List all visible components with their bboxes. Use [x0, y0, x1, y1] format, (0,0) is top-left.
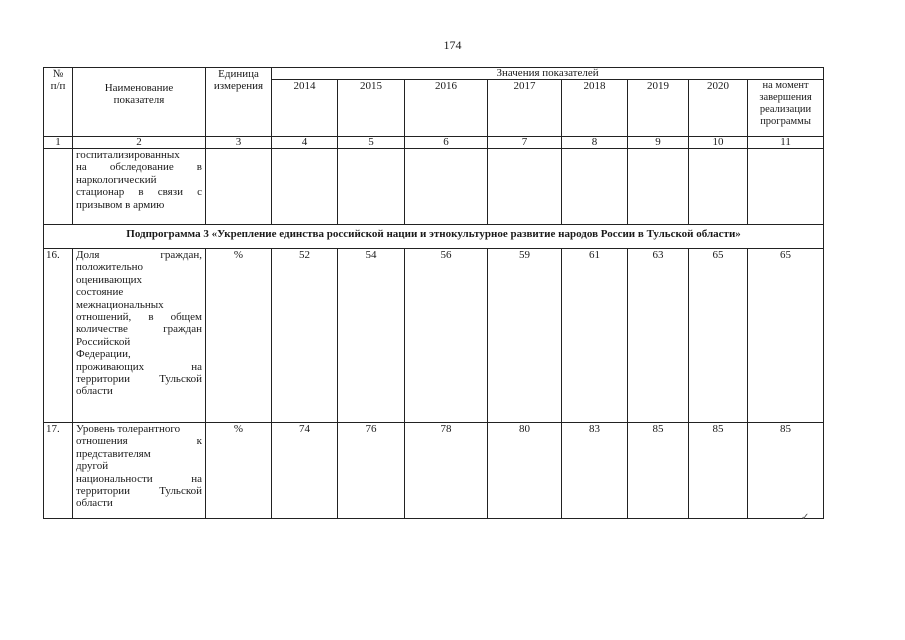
- header-year: 2016: [405, 80, 488, 137]
- section-row: [44, 225, 824, 249]
- value-cell: [338, 149, 405, 225]
- section-title: Подпрограмма 3 «Укрепление единства российской нации и этнокультурное развитие народов России в Тульской области»: [44, 225, 824, 249]
- value-cell: 65: [689, 249, 748, 423]
- name-line: Доля граждан,: [76, 249, 202, 261]
- value-cell: 56: [405, 249, 488, 423]
- header-num: № п/п: [44, 68, 73, 137]
- name-line: отношения к: [76, 435, 202, 448]
- name-line: территории Тульской: [76, 485, 202, 498]
- header-name: Наименование показателя: [73, 68, 206, 137]
- header-year: 2020: [689, 80, 748, 137]
- value-cell: [689, 149, 748, 225]
- name-line: наркологический: [76, 173, 157, 186]
- column-number: 1: [44, 137, 73, 149]
- name-line: другой: [76, 460, 109, 473]
- scan-mark: ✓: [801, 512, 810, 523]
- name-line: стационар в связи с: [76, 186, 202, 199]
- value-cell: [272, 149, 338, 225]
- row-name-cell: [73, 423, 206, 519]
- row-unit-cell: %: [206, 423, 272, 519]
- value-cell: [628, 149, 689, 225]
- row-num-cell: [44, 149, 73, 225]
- name-line: области: [76, 385, 113, 398]
- row-num-cell: 16.: [44, 249, 73, 423]
- header-year: 2015: [338, 80, 405, 137]
- column-number: 8: [562, 137, 628, 149]
- column-number: 10: [689, 137, 748, 149]
- column-number: 11: [748, 137, 824, 149]
- column-number: 2: [73, 137, 206, 149]
- value-cell: 63: [628, 249, 689, 423]
- row-unit-cell: %: [206, 249, 272, 423]
- column-number: 6: [405, 137, 488, 149]
- name-line: межнациональных: [76, 298, 164, 311]
- column-number: 3: [206, 137, 272, 149]
- value-cell: 78: [405, 423, 488, 519]
- header-year: 2017: [488, 80, 562, 137]
- name-line: положительно: [76, 261, 144, 274]
- name-line: представителям: [76, 447, 151, 460]
- name-line: Уровень толерантного: [76, 423, 181, 435]
- value-cell: 85: [628, 423, 689, 519]
- value-cell: [488, 149, 562, 225]
- name-line: проживающих на: [76, 360, 202, 373]
- value-cell: 83: [562, 423, 628, 519]
- page-number: 174: [443, 38, 462, 52]
- row-num-cell: 17.: [44, 423, 73, 519]
- name-line: состояние: [76, 286, 124, 299]
- value-cell: [748, 149, 824, 225]
- header-year: 2014: [272, 80, 338, 137]
- column-number: 7: [488, 137, 562, 149]
- name-line: области: [76, 497, 113, 510]
- value-cell: 85: [689, 423, 748, 519]
- header-final: на момент завершения реализации программы: [748, 80, 824, 137]
- name-line: Российской: [76, 335, 131, 348]
- column-number: 4: [272, 137, 338, 149]
- name-line: госпитализированных: [76, 149, 180, 161]
- name-line: на обследование в: [76, 161, 202, 174]
- header-row-1: [44, 68, 824, 80]
- value-cell: 54: [338, 249, 405, 423]
- value-cell: 80: [488, 423, 562, 519]
- header-year: 2018: [562, 80, 628, 137]
- table-row-16: [44, 249, 824, 423]
- table-row-17: [44, 423, 824, 519]
- value-cell: 85: [748, 423, 824, 519]
- column-number: 9: [628, 137, 689, 149]
- column-number-row: [44, 137, 824, 149]
- name-line: оценивающих: [76, 273, 143, 286]
- row-name-cell: [73, 249, 206, 423]
- name-line: количестве граждан: [76, 323, 202, 336]
- header-unit: Единица измерения: [206, 68, 272, 137]
- value-cell: 61: [562, 249, 628, 423]
- value-cell: 76: [338, 423, 405, 519]
- value-cell: 74: [272, 423, 338, 519]
- header-values-group: Значения показателей: [272, 68, 824, 80]
- name-line: национальности на: [76, 472, 202, 485]
- name-line: территории Тульской: [76, 373, 202, 386]
- row-unit-cell: [206, 149, 272, 225]
- value-cell: 52: [272, 249, 338, 423]
- indicators-table: [43, 67, 824, 519]
- value-cell: [405, 149, 488, 225]
- value-cell: 65: [748, 249, 824, 423]
- value-cell: 59: [488, 249, 562, 423]
- header-year: 2019: [628, 80, 689, 137]
- name-line: отношений, в общем: [76, 311, 202, 324]
- value-cell: [562, 149, 628, 225]
- name-line: Федерации,: [76, 348, 131, 361]
- table-row-continuation: [44, 149, 824, 225]
- column-number: 5: [338, 137, 405, 149]
- row-name-cell: [73, 149, 206, 225]
- name-line: призывом в армию: [76, 198, 165, 211]
